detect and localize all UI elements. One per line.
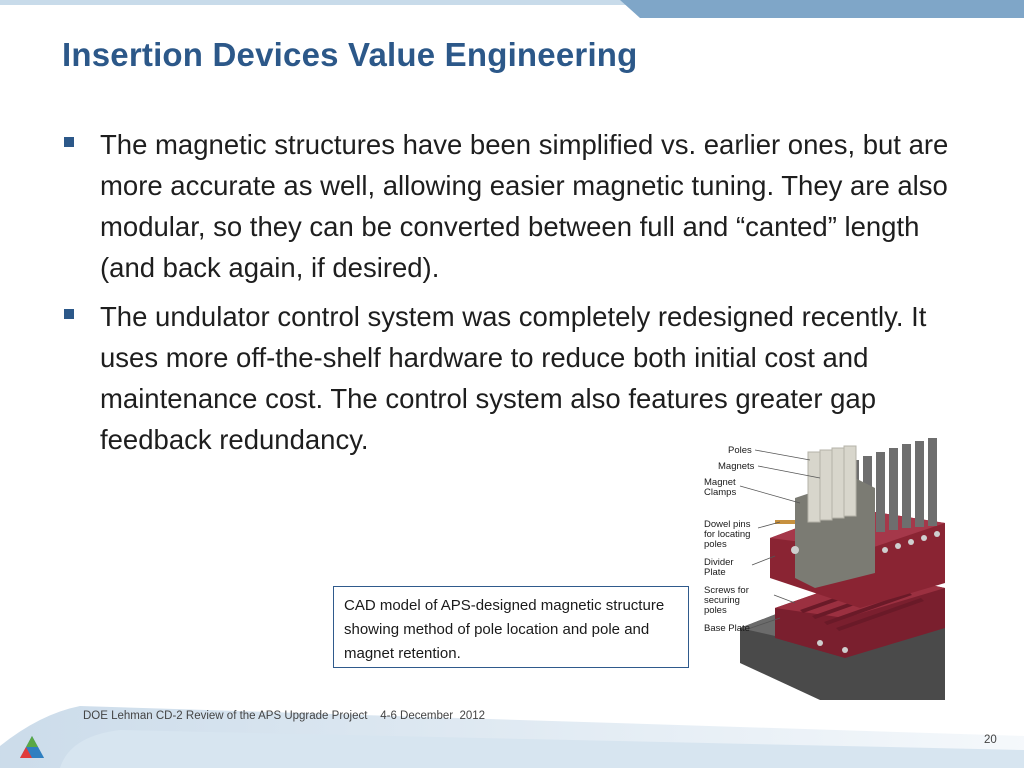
label-magnet-clamps: Clamps [704, 487, 737, 498]
label-screws: poles [704, 605, 727, 616]
bullet-item [62, 124, 967, 288]
cad-model-figure [700, 438, 945, 700]
label-magnets: Magnets [718, 461, 755, 472]
slide-title: Insertion Devices Value Engineering [62, 36, 638, 73]
label-base-plate: Base Plate [704, 623, 750, 634]
header-band [0, 0, 1024, 18]
argonne-logo-icon [18, 734, 46, 762]
bullet-item [62, 296, 967, 460]
label-divider-plate: Divider [704, 557, 734, 568]
footer-text: DOE Lehman CD-2 Review of the APS Upgrade Project 4-6 December 2012 [83, 710, 486, 722]
label-screws: Screws for [704, 585, 749, 596]
label-dowel-pins: Dowel pins [704, 519, 751, 530]
label-magnet-clamps: Magnet [704, 477, 736, 488]
page-number: 20 [984, 734, 997, 746]
square-bullet-icon [64, 137, 74, 147]
bullet-text: The magnetic structures have been simplified vs. earlier ones, but are more accurate as well, allowing easier magnetic tuning. They are also modular, so they can be converted between full and “canted” length (and back again, if desired). [100, 129, 949, 283]
label-divider-plate: Plate [704, 567, 726, 578]
label-screws: securing [704, 595, 740, 606]
label-dowel-pins: poles [704, 539, 727, 550]
bullet-list [62, 124, 967, 468]
figure-caption: CAD model of APS-designed magnetic structure showing method of pole location and pole and magnet retention. [333, 586, 689, 668]
label-dowel-pins: for locating [704, 529, 751, 540]
square-bullet-icon [64, 309, 74, 319]
bullet-text: The undulator control system was completely redesigned recently. It uses more off-the-shelf hardware to reduce both initial cost and maintenance cost. The control system also features greater gap feedback redundancy. [100, 301, 927, 455]
label-poles: Poles [728, 445, 752, 456]
